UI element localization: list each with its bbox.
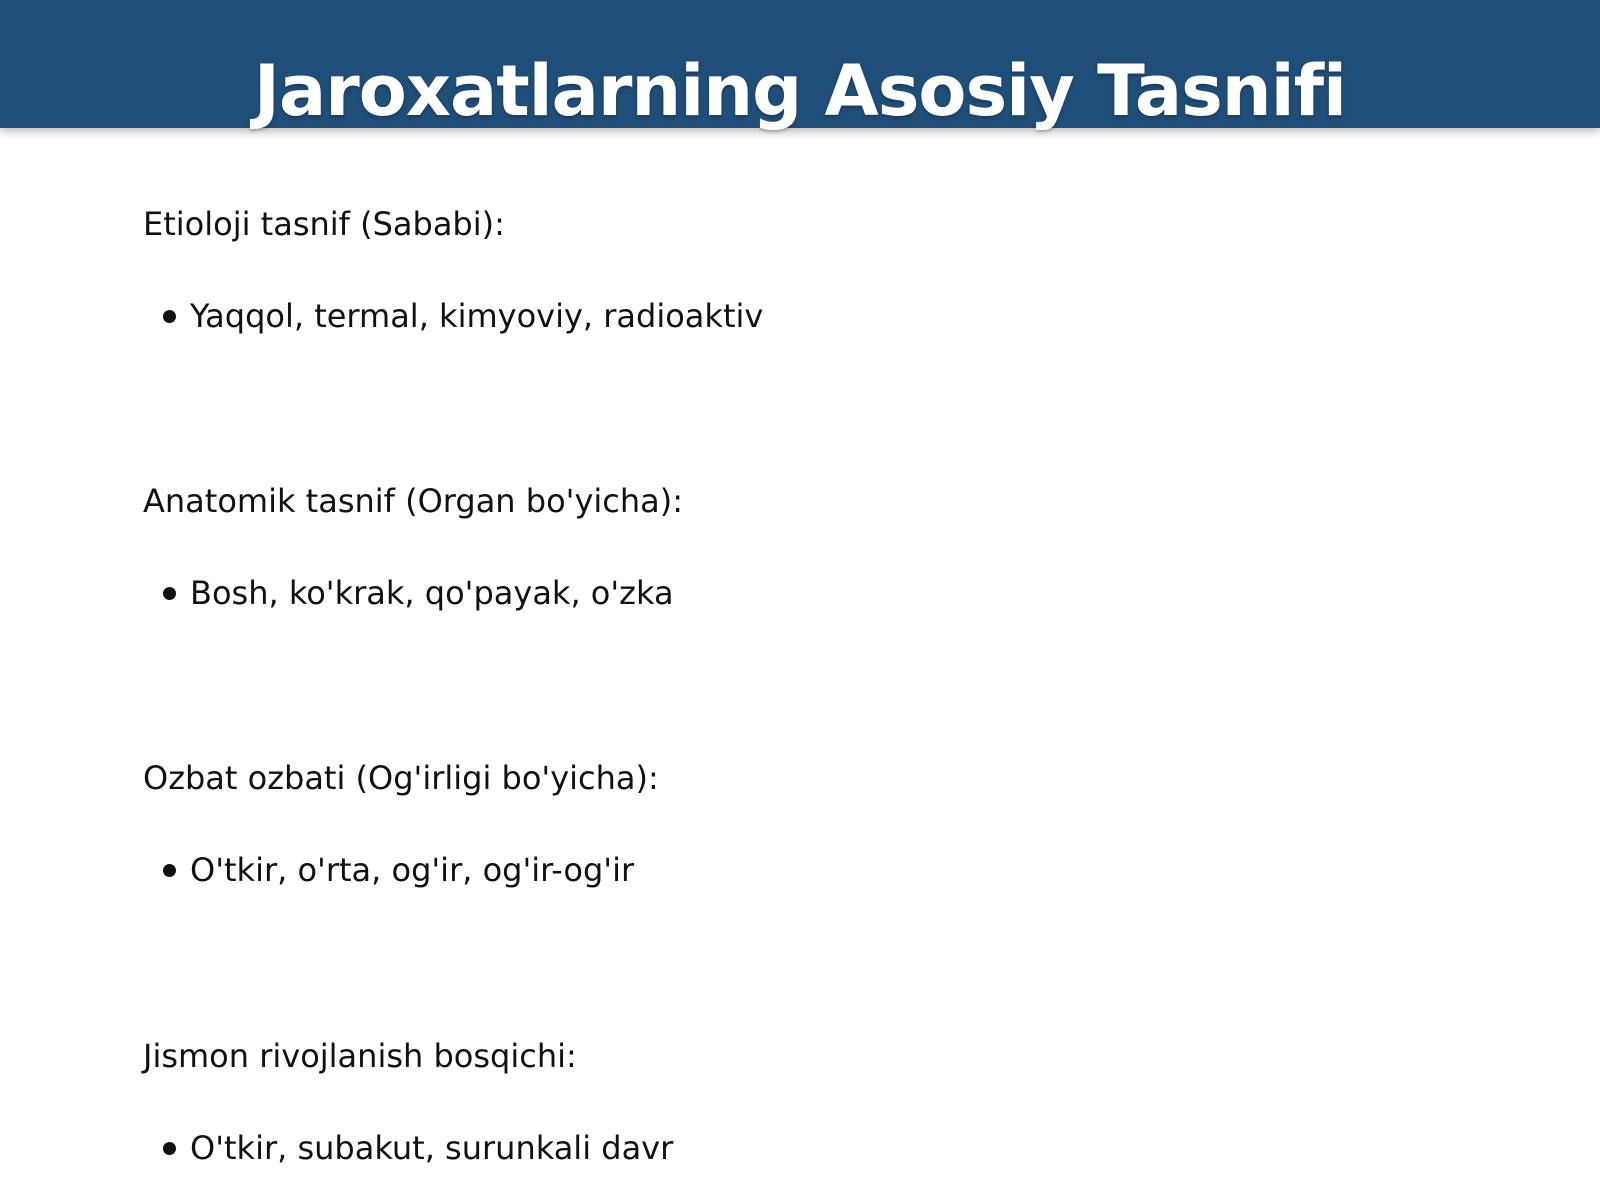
bullet-item-anatomic bbox=[163, 573, 674, 613]
bullet-icon bbox=[163, 587, 176, 600]
bullet-text: O'tkir, subakut, surunkali davr bbox=[190, 1129, 674, 1167]
section-heading-stage: Jismon rivojlanish bosqichi: bbox=[143, 1037, 577, 1075]
bullet-item-etiology bbox=[163, 296, 763, 336]
slide-title: Jaroxatlarning Asosiy Tasnifi bbox=[253, 50, 1347, 132]
section-heading-severity: Ozbat ozbati (Og'irligi bo'yicha): bbox=[143, 759, 659, 797]
bullet-item-severity bbox=[163, 850, 634, 890]
bullet-icon bbox=[163, 864, 176, 877]
bullet-item-stage bbox=[163, 1128, 673, 1168]
section-heading-anatomic: Anatomik tasnif (Organ bo'yicha): bbox=[143, 482, 684, 520]
bullet-icon bbox=[163, 1142, 176, 1155]
bullet-text: Yaqqol, termal, kimyoviy, radioaktiv bbox=[190, 297, 764, 335]
bullet-text: Bosh, ko'krak, qo'payak, o'zka bbox=[190, 574, 674, 612]
section-heading-etiology: Etioloji tasnif (Sababi): bbox=[143, 205, 505, 243]
bullet-icon bbox=[163, 310, 176, 323]
bullet-text: O'tkir, o'rta, og'ir, og'ir-og'ir bbox=[190, 851, 635, 889]
slide-content bbox=[143, 0, 1443, 1200]
